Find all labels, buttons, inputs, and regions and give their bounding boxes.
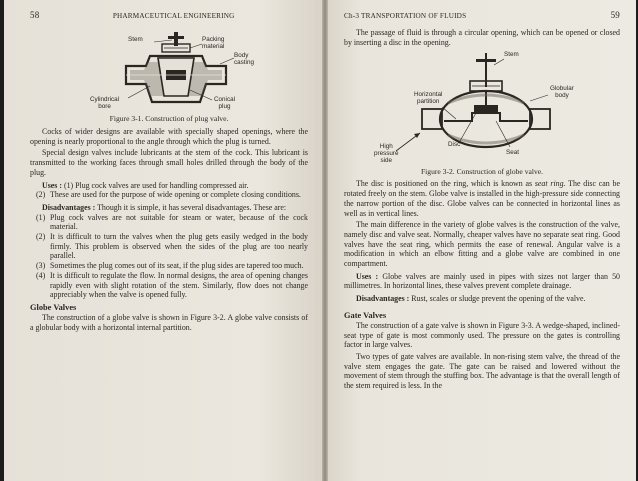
globe-valves-heading: Globe Valves (30, 302, 77, 312)
paragraph-passage: The passage of fluid is through a circular opening, which can be opened or closed by inserting a disc in the opening. (344, 28, 620, 47)
term-seat-ring: seat ring. (534, 179, 566, 189)
label-high-pressure-side: High pressure side (374, 143, 399, 165)
globe-disadvantages-label: Disadvantages : (356, 294, 410, 304)
globe-uses-label: Uses : (356, 271, 379, 281)
paragraph-disc (344, 179, 620, 218)
disadvantage-text: Plug cock valves are not suitable for steam or water, because of the cock material. (50, 212, 308, 232)
disadvantage-text: Sometimes the plug comes out of its seat, if the plug sides are tapered too much. (50, 261, 304, 271)
right-page (322, 0, 636, 481)
disadvantage-item (30, 261, 308, 271)
paragraph-main-difference: The main difference in the variety of globe valves is the construction of the valve, namely disc and valve seat. Normally, cheaper valves have no separate seat ring. Good valves have the seat ring, which permits the ease of renewal. Angular valve is a modification in which an elbow fitting and a globe valve are combined in one compartment. (344, 220, 620, 269)
globe-disadvantages (344, 294, 620, 304)
paragraph-cocks: Cocks of wider designs are available with specially shaped openings, where the opening is nearly proportional to the angle through which the plug is turned. (30, 127, 308, 146)
globe-uses-text: Globe valves are mainly used in pipes with sizes not larger than 50 millimetres. In horizontal lines, these valves prevent complete drainage. (344, 271, 620, 291)
label-seat: Seat (506, 149, 519, 157)
disadvantages-intro-text: Though it is simple, it has several disadvantages. These are: (97, 202, 287, 212)
disadvantage-item (30, 271, 308, 300)
disadvantage-item (30, 232, 308, 261)
label-packing: Packing material (202, 36, 225, 50)
gate-valves-heading: Gate Valves (344, 310, 387, 320)
uses-list (30, 190, 308, 200)
left-page-number: 58 (30, 10, 40, 20)
book-gutter (322, 0, 328, 481)
right-running-head (344, 10, 620, 20)
paragraph-disc-end: The disc can be rotated freely on the stem. Globe valve is installed in the high-pressure side connecting the narrow portion of the disc. Globe valves can be connected in horizontal lines as well as in vertical lines. (344, 179, 620, 218)
disadvantages-label: Disadvantages : (42, 202, 96, 212)
right-page-number: 59 (610, 10, 620, 20)
figure-caption-3-2: Figure 3-2. Construction of globe valve. (420, 167, 544, 177)
disadvantage-number: (4) (36, 270, 46, 280)
disadvantage-text: It is difficult to turn the valves when the plug gets easily wedged in the body firmly. This problem is observed when the sides of the plug are too nearly parallel. (50, 232, 308, 261)
label-stem: Stem (504, 51, 519, 59)
paragraph-globe-valve: The construction of a globe valve is shown in Figure 3-2. A globe valve consists of a globular body with a horizontal internal partition. (30, 312, 308, 332)
uses-item-2-text: These are used for the purpose of wide opening or complete closing conditions. (50, 190, 301, 200)
label-body-casting: Body casting (234, 52, 254, 66)
paragraph-gate-valve: The construction of a gate valve is shown in Figure 3-3. A wedge-shaped, inclined-seat type of gate is most commonly used. The pressure on the gates is controlling factor in large valves. (344, 320, 620, 350)
figure-caption-3-1: Figure 3-1. Construction of plug valve. (109, 114, 229, 123)
label-globular-body: Globular body (550, 85, 574, 100)
uses-item-2 (30, 190, 308, 200)
globe-uses (344, 272, 620, 291)
disadvantage-number: (2) (36, 232, 46, 242)
paragraph-gate-types: Two types of gate valves are available. In non-rising stem valve, the thread of the valve stem engages the gate. The gate can be raised and lowered without the movement of stem through the stuffing box. The advantage is that the overall length of the stem required is less. In the (344, 351, 620, 391)
right-header-title: Ch-3 TRANSPORTATION OF FLUIDS (344, 12, 467, 20)
left-running-head (30, 10, 308, 20)
label-disc: Disc (448, 141, 461, 149)
label-cylindrical-bore: Cylindrical bore (90, 96, 120, 110)
uses-label: Uses : (42, 180, 62, 190)
disadvantage-number: (1) (36, 212, 46, 222)
label-conical-plug: Conical plug (214, 96, 235, 110)
disadvantages-list (30, 213, 308, 300)
paragraph-disc-start: The disc is positioned on the ring, which is known as (356, 179, 535, 189)
disadvantage-item (30, 213, 308, 232)
uses-line (30, 181, 308, 191)
disadvantage-number: (3) (36, 261, 46, 271)
plug-valve-figure (30, 28, 308, 114)
disadvantage-text: It is difficult to regulate the flow. In normal designs, the area of opening changes rapidly even with slight rotation of the stem. Similarly, flow does not change appreciably when the valve is opened fully. (50, 270, 308, 300)
globe-valve-figure (344, 47, 620, 167)
book-spread (4, 0, 636, 481)
left-page (4, 0, 322, 481)
label-horizontal-partition: Horizontal partition (414, 91, 443, 106)
disadvantages-intro (30, 203, 308, 213)
paragraph-special-design: Special design valves include lubricants at the stem of the cock. This lubricant is transmitted to the working faces through small holes drilled through the body of the plug. (30, 148, 308, 177)
plug-valve-drawing (30, 28, 308, 114)
uses-item-1: (1) Plug cock valves are used for handling compressed air. (63, 180, 249, 190)
uses-item-2-number: (2) (36, 190, 46, 200)
label-stem: Stem (128, 36, 143, 43)
left-header-title: PHARMACEUTICAL ENGINEERING (112, 12, 235, 20)
globe-disadvantages-text: Rust, scales or sludge prevent the opening of the valve. (411, 294, 586, 304)
